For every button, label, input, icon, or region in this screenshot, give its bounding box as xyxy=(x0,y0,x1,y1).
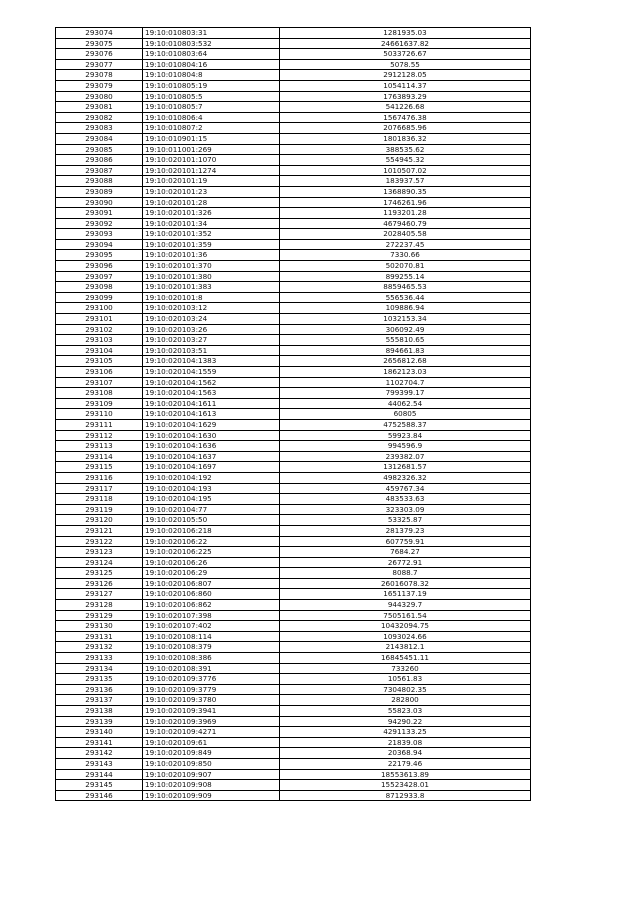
cadastral-number-cell: 19:10:020109:61 xyxy=(143,737,280,748)
value-cell: 8859465.53 xyxy=(280,282,531,293)
table-row xyxy=(56,91,531,102)
cadastral-number-cell: 19:10:010803:532 xyxy=(143,38,280,49)
record-number-cell: 293095 xyxy=(56,250,143,261)
cadastral-number-cell: 19:10:020104:77 xyxy=(143,504,280,515)
cadastral-number-cell: 19:10:020106:22 xyxy=(143,536,280,547)
table-row xyxy=(56,123,531,134)
cadastral-number-cell: 19:10:020101:359 xyxy=(143,239,280,250)
cadastral-number-cell: 19:10:010901:15 xyxy=(143,133,280,144)
value-cell: 53325.87 xyxy=(280,515,531,526)
record-number-cell: 293107 xyxy=(56,377,143,388)
table-row xyxy=(56,472,531,483)
value-cell: 18553613.89 xyxy=(280,769,531,780)
cadastral-number-cell: 19:10:020106:29 xyxy=(143,568,280,579)
record-number-cell: 293144 xyxy=(56,769,143,780)
table-row xyxy=(56,695,531,706)
table-row xyxy=(56,589,531,600)
record-number-cell: 293075 xyxy=(56,38,143,49)
cadastral-number-cell: 19:10:020109:849 xyxy=(143,748,280,759)
record-number-cell: 293102 xyxy=(56,324,143,335)
value-cell: 8712933.8 xyxy=(280,790,531,801)
cadastral-number-cell: 19:10:020109:909 xyxy=(143,790,280,801)
record-number-cell: 293126 xyxy=(56,578,143,589)
record-number-cell: 293109 xyxy=(56,398,143,409)
record-number-cell: 293120 xyxy=(56,515,143,526)
record-number-cell: 293112 xyxy=(56,430,143,441)
table-row xyxy=(56,70,531,81)
record-number-cell: 293143 xyxy=(56,758,143,769)
table-row xyxy=(56,356,531,367)
cadastral-number-cell: 19:10:010805:7 xyxy=(143,102,280,113)
value-cell: 1102704.7 xyxy=(280,377,531,388)
cadastral-number-cell: 19:10:020106:860 xyxy=(143,589,280,600)
table-row xyxy=(56,335,531,346)
table-row xyxy=(56,727,531,738)
value-cell: 2912128.05 xyxy=(280,70,531,81)
value-cell: 281379.23 xyxy=(280,525,531,536)
value-cell: 109886.94 xyxy=(280,303,531,314)
value-cell: 4752588.37 xyxy=(280,419,531,430)
cadastral-number-cell: 19:10:020103:12 xyxy=(143,303,280,314)
cadastral-number-cell: 19:10:010804:8 xyxy=(143,70,280,81)
cadastral-number-cell: 19:10:020101:1070 xyxy=(143,155,280,166)
value-cell: 1312681.57 xyxy=(280,462,531,473)
table-row xyxy=(56,536,531,547)
table-row xyxy=(56,324,531,335)
cadastral-number-cell: 19:10:020101:23 xyxy=(143,186,280,197)
value-cell: 483533.63 xyxy=(280,494,531,505)
record-number-cell: 293086 xyxy=(56,155,143,166)
cadastral-number-cell: 19:10:020109:908 xyxy=(143,780,280,791)
table-row xyxy=(56,780,531,791)
value-cell: 733260 xyxy=(280,663,531,674)
value-cell: 21839.08 xyxy=(280,737,531,748)
table-row xyxy=(56,674,531,685)
record-number-cell: 293122 xyxy=(56,536,143,547)
record-number-cell: 293085 xyxy=(56,144,143,155)
value-cell: 24661637.82 xyxy=(280,38,531,49)
table-row xyxy=(56,282,531,293)
cadastral-number-cell: 19:10:020109:907 xyxy=(143,769,280,780)
record-number-cell: 293092 xyxy=(56,218,143,229)
value-cell: 5078.55 xyxy=(280,59,531,70)
table-row xyxy=(56,197,531,208)
value-cell: 1763893.29 xyxy=(280,91,531,102)
value-cell: 1801836.32 xyxy=(280,133,531,144)
table-row xyxy=(56,653,531,664)
record-number-cell: 293082 xyxy=(56,112,143,123)
value-cell: 899255.14 xyxy=(280,271,531,282)
record-number-cell: 293083 xyxy=(56,123,143,134)
table-row xyxy=(56,631,531,642)
table-row xyxy=(56,419,531,430)
table-row xyxy=(56,515,531,526)
cadastral-number-cell: 19:10:020109:3776 xyxy=(143,674,280,685)
value-cell: 2076685.96 xyxy=(280,123,531,134)
value-cell: 60805 xyxy=(280,409,531,420)
table-row xyxy=(56,737,531,748)
cadastral-number-cell: 19:10:020107:402 xyxy=(143,621,280,632)
value-cell: 8088.7 xyxy=(280,568,531,579)
table-row xyxy=(56,144,531,155)
cadastral-number-cell: 19:10:020104:1559 xyxy=(143,367,280,378)
table-row xyxy=(56,112,531,123)
table-row xyxy=(56,748,531,759)
value-cell: 1193201.28 xyxy=(280,208,531,219)
value-cell: 554945.32 xyxy=(280,155,531,166)
value-cell: 272237.45 xyxy=(280,239,531,250)
record-number-cell: 293094 xyxy=(56,239,143,250)
cadastral-number-cell: 19:10:010804:16 xyxy=(143,59,280,70)
value-cell: 556536.44 xyxy=(280,292,531,303)
table-row xyxy=(56,451,531,462)
record-number-cell: 293141 xyxy=(56,737,143,748)
record-number-cell: 293121 xyxy=(56,525,143,536)
table-row xyxy=(56,409,531,420)
table-row xyxy=(56,462,531,473)
value-cell: 183937.57 xyxy=(280,176,531,187)
value-cell: 1010507.02 xyxy=(280,165,531,176)
record-number-cell: 293145 xyxy=(56,780,143,791)
table-row xyxy=(56,229,531,240)
cadastral-number-cell: 19:10:020101:326 xyxy=(143,208,280,219)
table-row xyxy=(56,367,531,378)
record-number-cell: 293136 xyxy=(56,684,143,695)
table-row xyxy=(56,28,531,39)
cadastral-number-cell: 19:10:020108:391 xyxy=(143,663,280,674)
value-cell: 16845451.11 xyxy=(280,653,531,664)
cadastral-number-cell: 19:10:020104:193 xyxy=(143,483,280,494)
table-row xyxy=(56,102,531,113)
value-cell: 306092.49 xyxy=(280,324,531,335)
record-number-cell: 293087 xyxy=(56,165,143,176)
cadastral-number-cell: 19:10:020104:1636 xyxy=(143,441,280,452)
cadastral-number-cell: 19:10:020101:8 xyxy=(143,292,280,303)
cadastral-number-cell: 19:10:020104:1563 xyxy=(143,388,280,399)
record-number-cell: 293132 xyxy=(56,642,143,653)
cadastral-number-cell: 19:10:020104:1613 xyxy=(143,409,280,420)
table-row xyxy=(56,176,531,187)
table-row xyxy=(56,271,531,282)
record-number-cell: 293079 xyxy=(56,80,143,91)
value-cell: 22179.46 xyxy=(280,758,531,769)
record-number-cell: 293088 xyxy=(56,176,143,187)
cadastral-number-cell: 19:10:010807:2 xyxy=(143,123,280,134)
table-row xyxy=(56,769,531,780)
table-row xyxy=(56,525,531,536)
record-number-cell: 293115 xyxy=(56,462,143,473)
record-number-cell: 293123 xyxy=(56,547,143,558)
cadastral-number-cell: 19:10:020106:26 xyxy=(143,557,280,568)
cadastral-number-cell: 19:10:020108:386 xyxy=(143,653,280,664)
value-cell: 59923.84 xyxy=(280,430,531,441)
value-cell: 239382.07 xyxy=(280,451,531,462)
table-row xyxy=(56,706,531,717)
cadastral-number-cell: 19:10:020103:51 xyxy=(143,345,280,356)
cadastral-number-cell: 19:10:020108:379 xyxy=(143,642,280,653)
table-row xyxy=(56,80,531,91)
record-number-cell: 293084 xyxy=(56,133,143,144)
record-number-cell: 293110 xyxy=(56,409,143,420)
record-number-cell: 293135 xyxy=(56,674,143,685)
table-row xyxy=(56,790,531,801)
record-number-cell: 293098 xyxy=(56,282,143,293)
cadastral-number-cell: 19:10:020106:218 xyxy=(143,525,280,536)
table-row xyxy=(56,388,531,399)
cadastral-number-cell: 19:10:020101:380 xyxy=(143,271,280,282)
value-cell: 26772.91 xyxy=(280,557,531,568)
value-cell: 894661.83 xyxy=(280,345,531,356)
cadastral-number-cell: 19:10:020103:27 xyxy=(143,335,280,346)
table-row xyxy=(56,578,531,589)
cadastral-number-cell: 19:10:020101:1274 xyxy=(143,165,280,176)
table-row xyxy=(56,250,531,261)
value-cell: 7304802.35 xyxy=(280,684,531,695)
cadastral-number-cell: 19:10:020107:398 xyxy=(143,610,280,621)
cadastral-number-cell: 19:10:010803:64 xyxy=(143,49,280,60)
cadastral-number-cell: 19:10:020101:28 xyxy=(143,197,280,208)
table-row xyxy=(56,377,531,388)
table-row xyxy=(56,261,531,272)
value-cell: 4679460.79 xyxy=(280,218,531,229)
cadastral-number-cell: 19:10:020103:26 xyxy=(143,324,280,335)
record-number-cell: 293089 xyxy=(56,186,143,197)
record-number-cell: 293096 xyxy=(56,261,143,272)
record-number-cell: 293139 xyxy=(56,716,143,727)
value-cell: 1862123.03 xyxy=(280,367,531,378)
table-row xyxy=(56,303,531,314)
record-number-cell: 293100 xyxy=(56,303,143,314)
value-cell: 799399.17 xyxy=(280,388,531,399)
value-cell: 388535.62 xyxy=(280,144,531,155)
cadastral-number-cell: 19:10:020101:383 xyxy=(143,282,280,293)
cadastral-number-cell: 19:10:010806:4 xyxy=(143,112,280,123)
cadastral-number-cell: 19:10:020104:1629 xyxy=(143,419,280,430)
cadastral-number-cell: 19:10:020104:195 xyxy=(143,494,280,505)
cadastral-number-cell: 19:10:020103:24 xyxy=(143,314,280,325)
value-cell: 282800 xyxy=(280,695,531,706)
value-cell: 994596.9 xyxy=(280,441,531,452)
value-cell: 1746261.96 xyxy=(280,197,531,208)
cadastral-number-cell: 19:10:020104:192 xyxy=(143,472,280,483)
cadastral-number-cell: 19:10:020104:1637 xyxy=(143,451,280,462)
value-cell: 1032153.34 xyxy=(280,314,531,325)
table-row xyxy=(56,186,531,197)
record-number-cell: 293105 xyxy=(56,356,143,367)
table-row xyxy=(56,758,531,769)
record-number-cell: 293106 xyxy=(56,367,143,378)
table-row xyxy=(56,547,531,558)
cadastral-number-cell: 19:10:020104:1697 xyxy=(143,462,280,473)
value-cell: 555810.65 xyxy=(280,335,531,346)
value-cell: 459767.34 xyxy=(280,483,531,494)
cadastral-number-cell: 19:10:020101:370 xyxy=(143,261,280,272)
record-number-cell: 293124 xyxy=(56,557,143,568)
table-row xyxy=(56,441,531,452)
table-row xyxy=(56,239,531,250)
cadastral-number-cell: 19:10:020109:850 xyxy=(143,758,280,769)
table-row xyxy=(56,600,531,611)
value-cell: 10561.83 xyxy=(280,674,531,685)
cadastral-number-cell: 19:10:020109:4271 xyxy=(143,727,280,738)
value-cell: 7330.66 xyxy=(280,250,531,261)
value-cell: 1567476.38 xyxy=(280,112,531,123)
table-row xyxy=(56,59,531,70)
value-cell: 2143812.1 xyxy=(280,642,531,653)
table-row xyxy=(56,684,531,695)
record-number-cell: 293118 xyxy=(56,494,143,505)
value-cell: 4291133.25 xyxy=(280,727,531,738)
value-cell: 944329.7 xyxy=(280,600,531,611)
record-number-cell: 293125 xyxy=(56,568,143,579)
cadastral-number-cell: 19:10:020101:36 xyxy=(143,250,280,261)
table-row xyxy=(56,218,531,229)
value-cell: 323303.09 xyxy=(280,504,531,515)
table-row xyxy=(56,165,531,176)
value-cell: 541226.68 xyxy=(280,102,531,113)
table-row xyxy=(56,494,531,505)
table-row xyxy=(56,292,531,303)
table-body xyxy=(56,28,531,801)
value-cell: 55823.03 xyxy=(280,706,531,717)
record-number-cell: 293080 xyxy=(56,91,143,102)
cadastral-number-cell: 19:10:020109:3780 xyxy=(143,695,280,706)
cadastral-number-cell: 19:10:020104:1630 xyxy=(143,430,280,441)
record-number-cell: 293142 xyxy=(56,748,143,759)
record-number-cell: 293129 xyxy=(56,610,143,621)
cadastral-number-cell: 19:10:020104:1383 xyxy=(143,356,280,367)
record-number-cell: 293103 xyxy=(56,335,143,346)
table-row xyxy=(56,483,531,494)
record-number-cell: 293091 xyxy=(56,208,143,219)
table-row xyxy=(56,133,531,144)
record-number-cell: 293133 xyxy=(56,653,143,664)
record-number-cell: 293113 xyxy=(56,441,143,452)
value-cell: 7505161.54 xyxy=(280,610,531,621)
value-cell: 7684.27 xyxy=(280,547,531,558)
record-number-cell: 293081 xyxy=(56,102,143,113)
record-number-cell: 293108 xyxy=(56,388,143,399)
table-row xyxy=(56,155,531,166)
cadastral-number-cell: 19:10:020101:19 xyxy=(143,176,280,187)
record-number-cell: 293074 xyxy=(56,28,143,39)
value-cell: 1281935.03 xyxy=(280,28,531,39)
record-number-cell: 293090 xyxy=(56,197,143,208)
table-row xyxy=(56,568,531,579)
value-cell: 502070.81 xyxy=(280,261,531,272)
cadastral-number-cell: 19:10:020108:114 xyxy=(143,631,280,642)
data-table xyxy=(55,27,531,801)
record-number-cell: 293140 xyxy=(56,727,143,738)
table-row xyxy=(56,38,531,49)
table-row xyxy=(56,430,531,441)
cadastral-number-cell: 19:10:020109:3969 xyxy=(143,716,280,727)
record-number-cell: 293077 xyxy=(56,59,143,70)
table-row xyxy=(56,398,531,409)
cadastral-number-cell: 19:10:020106:807 xyxy=(143,578,280,589)
cadastral-number-cell: 19:10:020104:1562 xyxy=(143,377,280,388)
value-cell: 607759.91 xyxy=(280,536,531,547)
table-row xyxy=(56,663,531,674)
record-number-cell: 293078 xyxy=(56,70,143,81)
table-row xyxy=(56,557,531,568)
table-row xyxy=(56,642,531,653)
value-cell: 20368.94 xyxy=(280,748,531,759)
value-cell: 10432094.75 xyxy=(280,621,531,632)
record-number-cell: 293127 xyxy=(56,589,143,600)
cadastral-number-cell: 19:10:020105:50 xyxy=(143,515,280,526)
record-number-cell: 293104 xyxy=(56,345,143,356)
cadastral-number-cell: 19:10:020109:3779 xyxy=(143,684,280,695)
record-number-cell: 293138 xyxy=(56,706,143,717)
value-cell: 15523428.01 xyxy=(280,780,531,791)
value-cell: 26016078.32 xyxy=(280,578,531,589)
value-cell: 1054114.37 xyxy=(280,80,531,91)
cadastral-number-cell: 19:10:020106:225 xyxy=(143,547,280,558)
table-row xyxy=(56,314,531,325)
record-number-cell: 293128 xyxy=(56,600,143,611)
table-row xyxy=(56,49,531,60)
record-number-cell: 293134 xyxy=(56,663,143,674)
cadastral-number-cell: 19:10:010805:5 xyxy=(143,91,280,102)
record-number-cell: 293119 xyxy=(56,504,143,515)
value-cell: 94290.22 xyxy=(280,716,531,727)
record-number-cell: 293130 xyxy=(56,621,143,632)
value-cell: 2656812.68 xyxy=(280,356,531,367)
cadastral-number-cell: 19:10:020104:1611 xyxy=(143,398,280,409)
value-cell: 44062.54 xyxy=(280,398,531,409)
cadastral-number-cell: 19:10:020109:3941 xyxy=(143,706,280,717)
value-cell: 5033726.67 xyxy=(280,49,531,60)
table-row xyxy=(56,610,531,621)
record-number-cell: 293111 xyxy=(56,419,143,430)
record-number-cell: 293116 xyxy=(56,472,143,483)
record-number-cell: 293137 xyxy=(56,695,143,706)
table-row xyxy=(56,621,531,632)
record-number-cell: 293076 xyxy=(56,49,143,60)
cadastral-number-cell: 19:10:010805:19 xyxy=(143,80,280,91)
value-cell: 2028405.58 xyxy=(280,229,531,240)
value-cell: 1093024.66 xyxy=(280,631,531,642)
table-row xyxy=(56,345,531,356)
cadastral-number-cell: 19:10:010803:31 xyxy=(143,28,280,39)
table-row xyxy=(56,208,531,219)
table-row xyxy=(56,504,531,515)
record-number-cell: 293099 xyxy=(56,292,143,303)
value-cell: 1651137.19 xyxy=(280,589,531,600)
cadastral-number-cell: 19:10:020101:34 xyxy=(143,218,280,229)
record-number-cell: 293114 xyxy=(56,451,143,462)
cadastral-number-cell: 19:10:011001:269 xyxy=(143,144,280,155)
cadastral-number-cell: 19:10:020106:862 xyxy=(143,600,280,611)
record-number-cell: 293146 xyxy=(56,790,143,801)
value-cell: 1368890.35 xyxy=(280,186,531,197)
cadastral-number-cell: 19:10:020101:352 xyxy=(143,229,280,240)
record-number-cell: 293117 xyxy=(56,483,143,494)
table-row xyxy=(56,716,531,727)
record-number-cell: 293097 xyxy=(56,271,143,282)
value-cell: 4982326.32 xyxy=(280,472,531,483)
record-number-cell: 293131 xyxy=(56,631,143,642)
record-number-cell: 293101 xyxy=(56,314,143,325)
record-number-cell: 293093 xyxy=(56,229,143,240)
